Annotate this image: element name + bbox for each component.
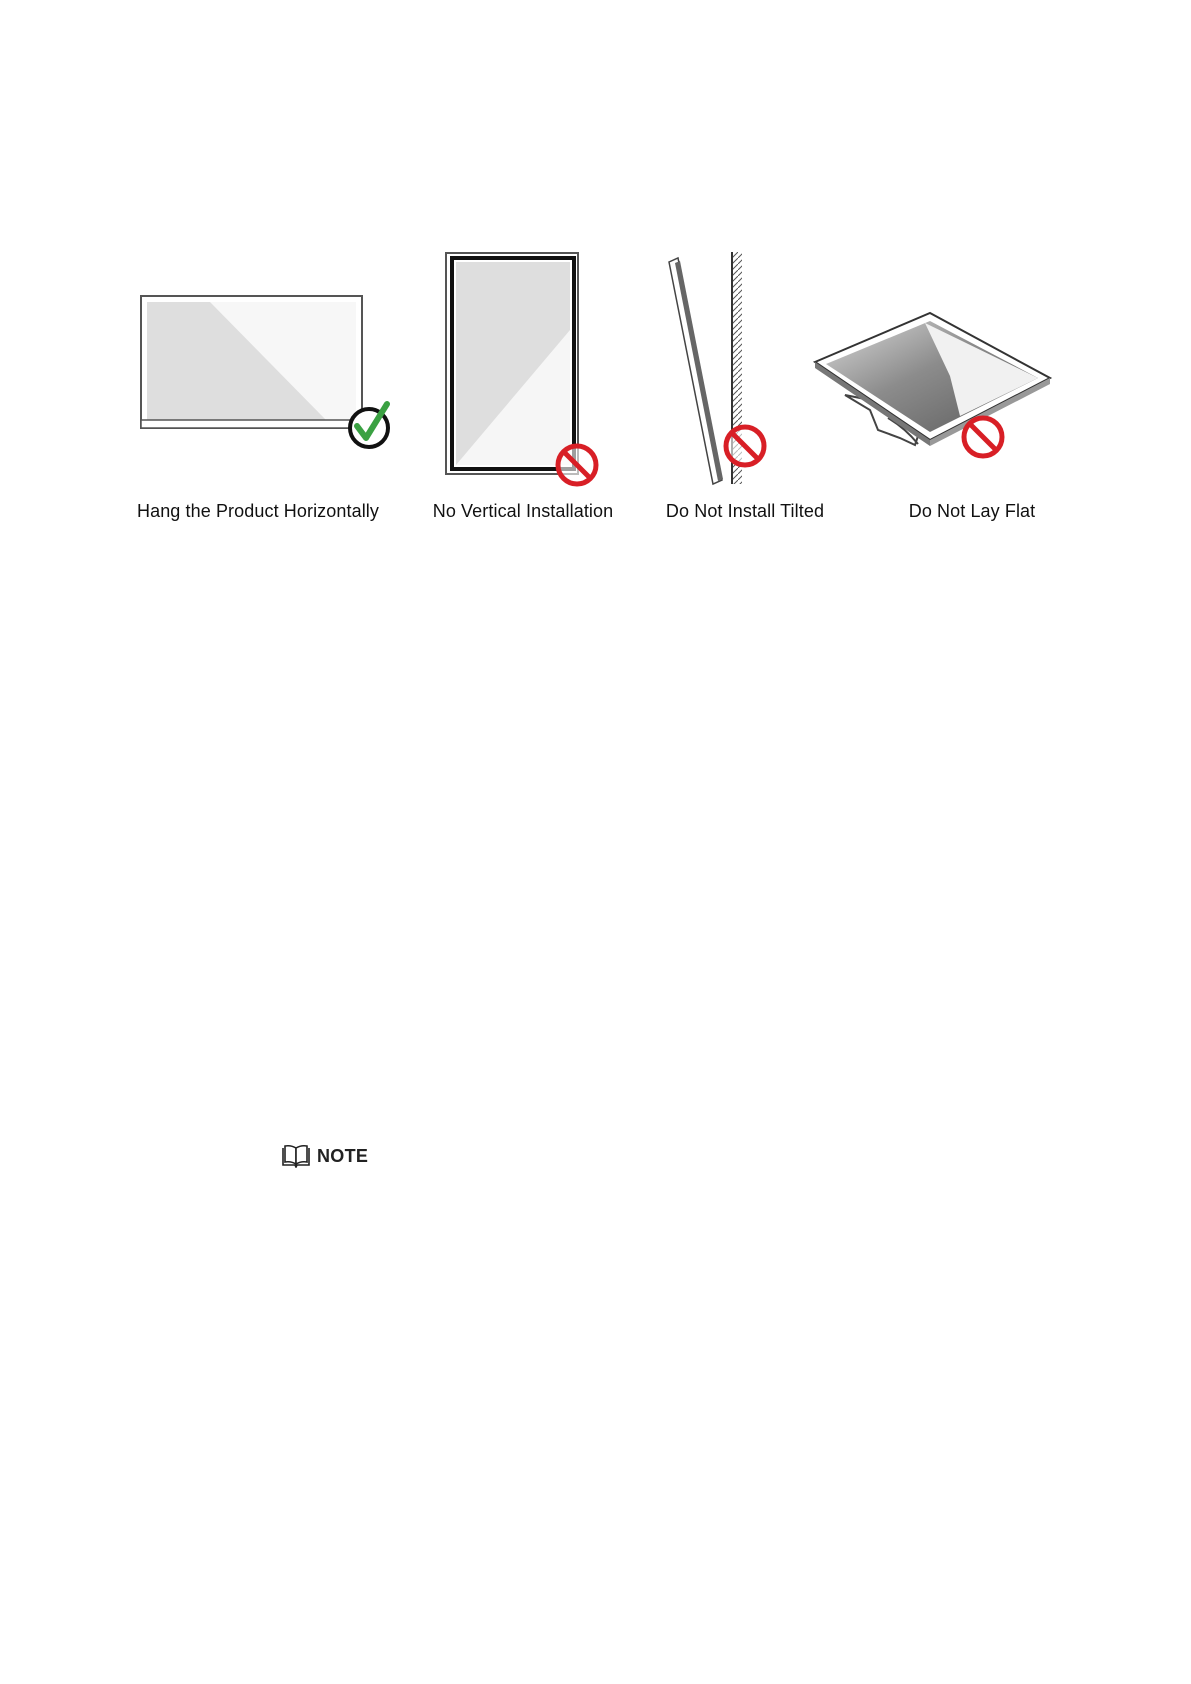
- caption-vertical: No Vertical Installation: [432, 501, 614, 521]
- prohibited-icon: [726, 427, 764, 465]
- vertical-display-illustration: [446, 253, 578, 474]
- prohibited-icon: [964, 418, 1002, 456]
- flat-display-illustration: [815, 313, 1050, 446]
- caption-horizontal: Hang the Product Horizontally: [136, 501, 380, 521]
- installation-orientation-figure: [0, 0, 1191, 560]
- installation-illustrations: [0, 0, 1191, 560]
- note-callout: [281, 1141, 368, 1171]
- caption-tilted: Do Not Install Tilted: [665, 501, 825, 521]
- caption-flat: Do Not Lay Flat: [908, 501, 1036, 521]
- book-icon: [281, 1144, 311, 1168]
- horizontal-display-illustration: [141, 296, 362, 428]
- note-label: NOTE: [317, 1145, 369, 1166]
- prohibited-icon: [558, 446, 596, 484]
